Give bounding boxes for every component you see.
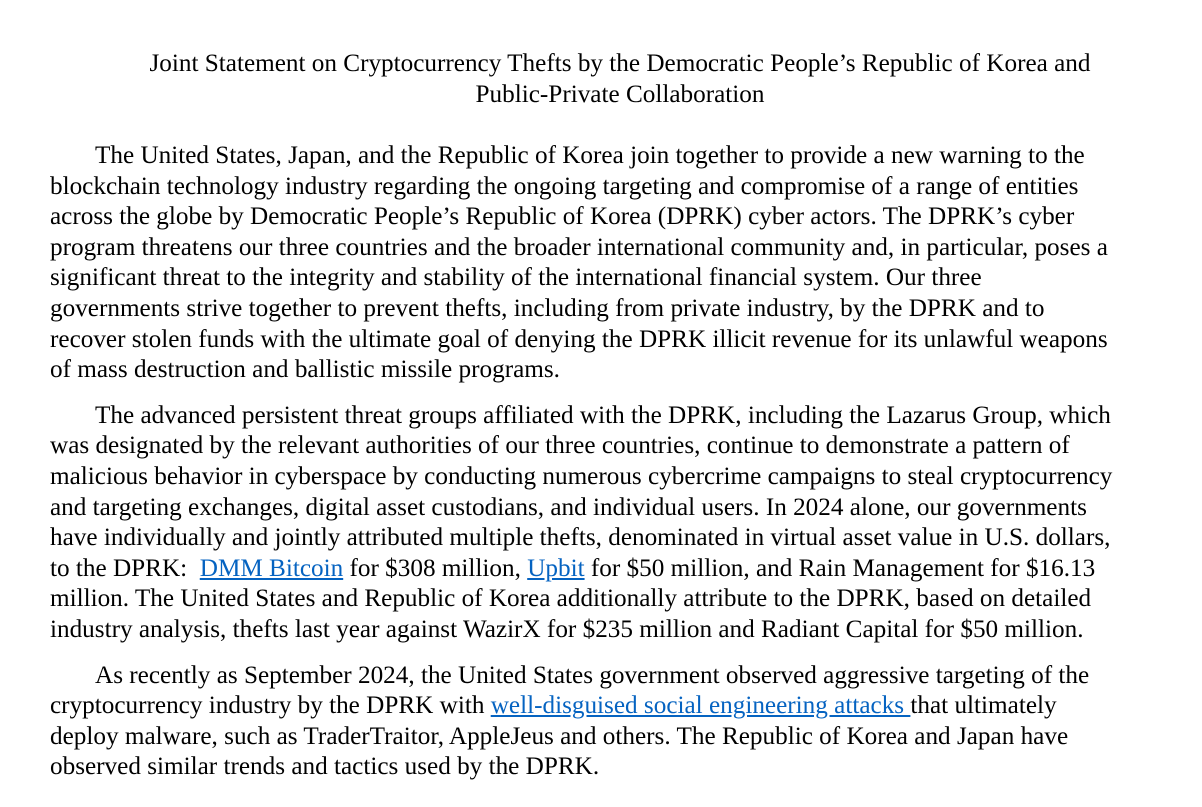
paragraph-1-line: recover stolen funds with the ultimate goal of denying the DPRK illicit revenue for its unlawful weapons xyxy=(50,325,1108,353)
title-line-1: Joint Statement on Cryptocurrency Thefts by the Democratic People’s Republic of Korea and xyxy=(149,50,1091,77)
paragraph-1-line: blockchain technology industry regarding the ongoing targeting and compromise of a range of entities xyxy=(50,172,1079,200)
paragraph-2-line: have individually and jointly attributed multiple thefts, denominated in virtual asset value in U.S. dollars, xyxy=(50,524,1111,552)
paragraph-2-line-with-links xyxy=(50,554,1190,585)
paragraph-2-line: million. The United States and Republic of Korea additionally attribute to the DPRK, based on detailed xyxy=(50,585,1092,613)
paragraph-3-line: observed similar trends and tactics used by the DPRK. xyxy=(50,753,600,781)
paragraph-1-line: across the globe by Democratic People’s Republic of Korea (DPRK) cyber actors. The DPRK’s cyber xyxy=(50,203,1075,231)
paragraph-2-line: The advanced persistent threat groups affiliated with the DPRK, including the Lazarus Group, which xyxy=(95,401,1111,429)
document-title xyxy=(50,48,1190,110)
title-line-2: Public-Private Collaboration xyxy=(475,81,765,108)
paragraph-2-line: industry analysis, thefts last year against WazirX for $235 million and Radiant Capital for $50 million. xyxy=(50,615,1084,643)
line-text: that ultimately xyxy=(910,692,1057,720)
paragraph-1-line: of mass destruction and ballistic missile programs. xyxy=(50,356,560,384)
document-page xyxy=(50,48,1190,798)
paragraph-2-line: malicious behavior in cyberspace by conducting numerous cybercrime campaigns to steal cryptocurrency xyxy=(50,462,1113,490)
paragraph-2 xyxy=(50,401,1190,646)
upbit-link[interactable]: Upbit xyxy=(527,554,585,582)
line-text: for $50 million, and Rain Management for $16.13 xyxy=(584,554,1096,582)
paragraph-1-line: The United States, Japan, and the Republic of Korea join together to provide a new warning to the xyxy=(95,142,1085,169)
paragraph-1-line: governments strive together to prevent thefts, including from private industry, by the DPRK and to xyxy=(50,294,1045,322)
paragraph-2-line: was designated by the relevant authorities of our three countries, continue to demonstrate a pattern of xyxy=(50,432,1070,460)
line-text: cryptocurrency industry by the DPRK with xyxy=(50,692,491,720)
line-text: to the DPRK: xyxy=(50,554,200,582)
social-engineering-attacks-link[interactable]: well-disguised social engineering attacks xyxy=(490,692,911,720)
paragraph-3-line-with-link xyxy=(50,691,1190,722)
paragraph-3-line: deploy malware, such as TraderTraitor, AppleJeus and others. The Republic of Korea and Japan have xyxy=(50,722,1069,750)
paragraph-1 xyxy=(50,141,1190,386)
dmm-bitcoin-link[interactable]: DMM Bitcoin xyxy=(199,554,344,582)
paragraph-3-line: As recently as September 2024, the United States government observed aggressive targeting of the xyxy=(95,661,1090,689)
paragraph-3 xyxy=(50,661,1190,783)
line-text: for $308 million, xyxy=(343,554,528,582)
paragraph-1-line: significant threat to the integrity and stability of the international financial system. Our three xyxy=(50,264,982,292)
paragraph-1-line: program threatens our three countries and the broader international community and, in particular, poses a xyxy=(50,233,1108,261)
paragraph-2-line: and targeting exchanges, digital asset custodians, and individual users. In 2024 alone, our governments xyxy=(50,493,1087,521)
